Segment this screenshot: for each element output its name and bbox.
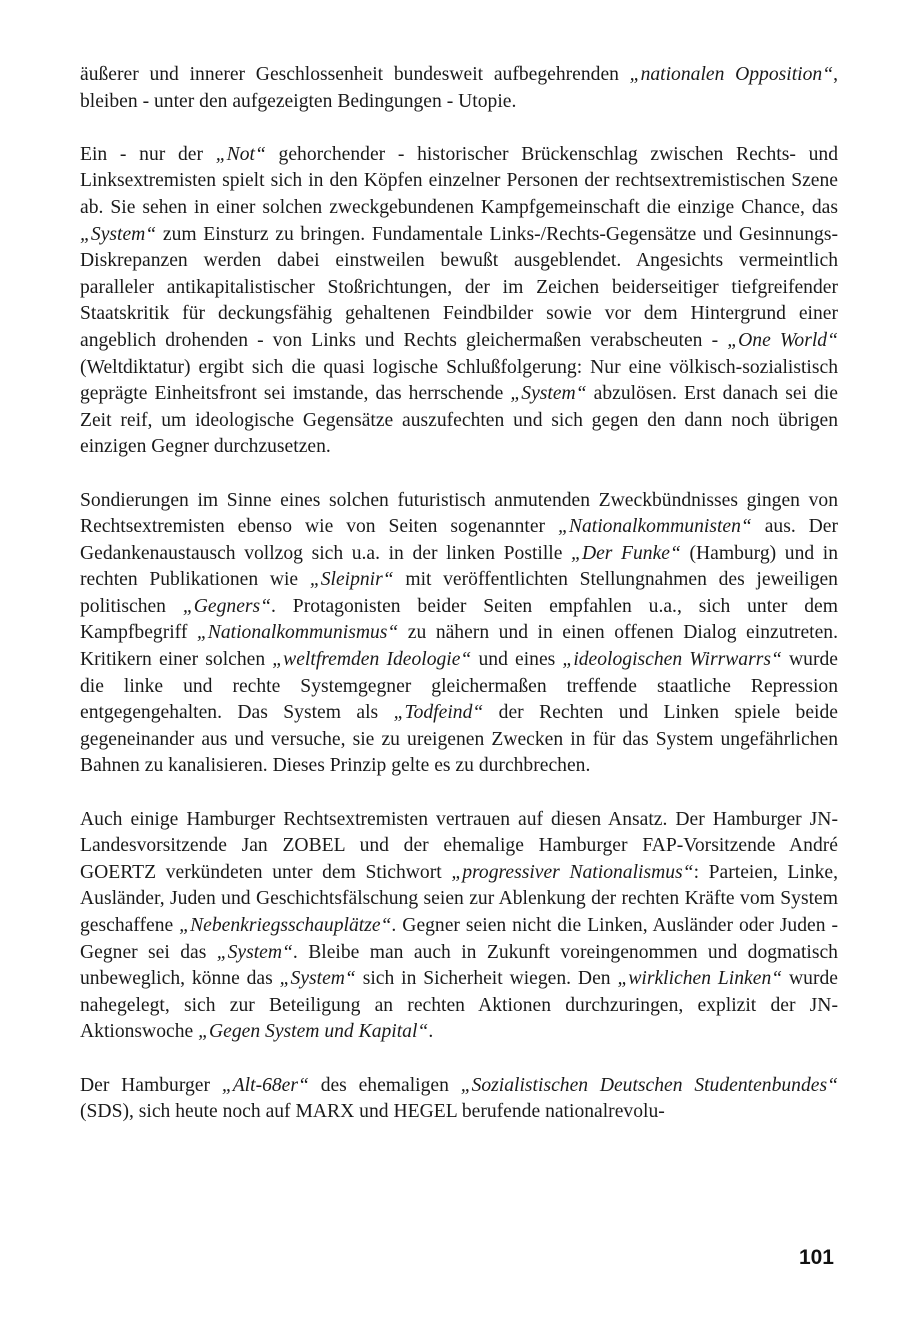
- text-run: sich in Sicherheit wiegen. Den: [355, 968, 618, 990]
- italic-quote: „wirklichen Linken“: [617, 968, 783, 990]
- paragraph: [80, 807, 838, 1046]
- text-run: : Parteien, Linke, Ausländer, Juden und Geschichtsfälschung seien zur Ablenkung der rechten Kräfte vom System geschaffene: [80, 861, 838, 936]
- text-run: wurde nahegelegt, sich zur Beteiligung an rechten Aktionen durchzuringen, explizit der JN-Aktionswoche: [80, 968, 838, 1043]
- italic-quote: „Todfeind“: [393, 702, 484, 724]
- italic-quote: „System“: [80, 223, 157, 245]
- italic-quote: „System“: [216, 941, 293, 963]
- page-number: 101: [798, 1246, 834, 1269]
- text-run: . Gegner seien nicht die Linken, Ausländer oder Juden - Gegner sei das: [80, 915, 839, 963]
- body-text: [80, 62, 838, 1126]
- text-run: der Rechten und Linken spiele beide gegeneinander aus und versuche, sie zu ureigenen Zwecken in für das System ungefährlichen Bahnen zu kanalisieren. Dieses Prinzip gelte es zu durchbrechen.: [80, 702, 838, 777]
- paragraph: [80, 62, 838, 115]
- italic-quote: „Not“: [215, 143, 266, 165]
- text-run: Ein - nur der: [80, 143, 216, 165]
- italic-quote: „nationalen Opposition“: [629, 64, 834, 85]
- italic-quote: „Nationalkommunisten“: [558, 516, 752, 538]
- text-run: und eines: [471, 649, 563, 671]
- text-run: abzulösen. Erst danach sei die Zeit reif, um ideologische Gegensätze auszufechten und sich gegen den dann noch übrigen einzigen Gegner durchzusetzen.: [80, 383, 838, 458]
- text-run: gehorchender - historischer Brückenschlag zwischen Rechts- und Linksextremisten spielt sich in den Köpfen einzelner Personen der rechtsextremistischen Szene ab. Sie sehen in einer solchen zweckgebundenen Kampfgemeinschaft die einzige Chance, das: [80, 143, 838, 218]
- italic-quote: „Nebenkriegsschauplätze“: [179, 915, 392, 936]
- italic-quote: „weltfremden Ideologie“: [272, 649, 472, 671]
- text-run: Der Hamburger: [80, 1074, 222, 1096]
- text-run: (SDS), sich heute noch auf MARX und HEGEL berufende nationalrevolu-: [80, 1101, 665, 1123]
- text-run: . Protagonisten beider Seiten empfahlen u.a., sich unter dem Kampfbegriff: [80, 595, 838, 644]
- text-run: zum Einsturz zu bringen. Fundamentale Links-/Rechts-Gegensätze und Gesinnungs-Diskrepanzen werden dabei einstweilen bewußt ausgeblendet. Angesichts vermeintlich paralleler antikapitalistischer Stoßrichtungen, der im Zeichen beiderseitiger tiefgreifender Staatskritik für deckungsfähig gehaltenen Feindbilder sowie vor dem Hintergrund einer angeblich drohenden - von Links und Rechts gleichermaßen verabscheuten -: [80, 223, 838, 351]
- text-run: .: [428, 1021, 434, 1043]
- text-run: Auch einige Hamburger Rechtsextremisten vertrauen auf diesen Ansatz. Der Hamburger JN-Landesvorsitzende Jan ZOBEL und der ehemalige Hamburger FAP-Vorsitzende André GOERTZ verkündeten unter dem Stichwort: [80, 808, 838, 883]
- paragraph: [80, 1073, 838, 1126]
- italic-quote: „Gegen System und Kapital“: [198, 1021, 429, 1043]
- paragraph: [80, 488, 838, 781]
- italic-quote: „Nationalkommunismus“: [196, 622, 399, 644]
- text-run: des ehemaligen: [308, 1074, 461, 1096]
- italic-quote: „System“: [279, 968, 356, 990]
- text-run: aus. Der Gedankenaustausch vollzog sich u.a. in der linken Postille: [80, 516, 839, 564]
- italic-quote: „Sozialistischen Deutschen Studentenbundes“: [460, 1074, 838, 1096]
- text-run: mit veröffentlichten Stellungnahmen des jeweiligen politischen: [80, 569, 838, 617]
- italic-quote: „ideologischen Wirrwarrs“: [562, 649, 782, 671]
- italic-quote: „progressiver Nationalismus“: [451, 861, 694, 883]
- text-run: . Bleibe man auch in Zukunft voreingenommen und dogmatisch unbeweglich, könne das: [80, 941, 838, 990]
- italic-quote: „One World“: [727, 329, 838, 351]
- italic-quote: „Alt-68er“: [221, 1074, 309, 1096]
- paragraph: [80, 142, 838, 461]
- text-run: (Hamburg) und in rechten Publikationen wie: [80, 542, 838, 591]
- text-run: , bleiben - unter den aufgezeigten Bedingungen - Utopie.: [80, 64, 839, 112]
- text-run: wurde die linke und rechte Systemgegner gleichermaßen treffende staatliche Repression entgegengehalten. Das System als: [80, 649, 838, 724]
- italic-quote: „System“: [510, 383, 587, 405]
- italic-quote: „Der Funke“: [571, 542, 681, 564]
- text-run: Sondierungen im Sinne eines solchen futuristisch anmutenden Zweckbündnisses gingen von Rechtsextremisten ebenso wie von Seiten sogenannter: [80, 489, 838, 538]
- italic-quote: „Gegners“: [182, 595, 272, 617]
- text-run: äußerer und innerer Geschlossenheit bundesweit aufbegehrenden: [80, 64, 630, 85]
- text-run: zu nähern und in einen offenen Dialog einzutreten. Kritikern einer solchen: [80, 622, 838, 671]
- text-run: (Weltdiktatur) ergibt sich die quasi logische Schlußfolgerung: Nur eine völkisch-sozialistisch geprägte Einheitsfront sei imstande, das herrschende: [80, 356, 838, 405]
- italic-quote: „Sleipnir“: [309, 569, 394, 591]
